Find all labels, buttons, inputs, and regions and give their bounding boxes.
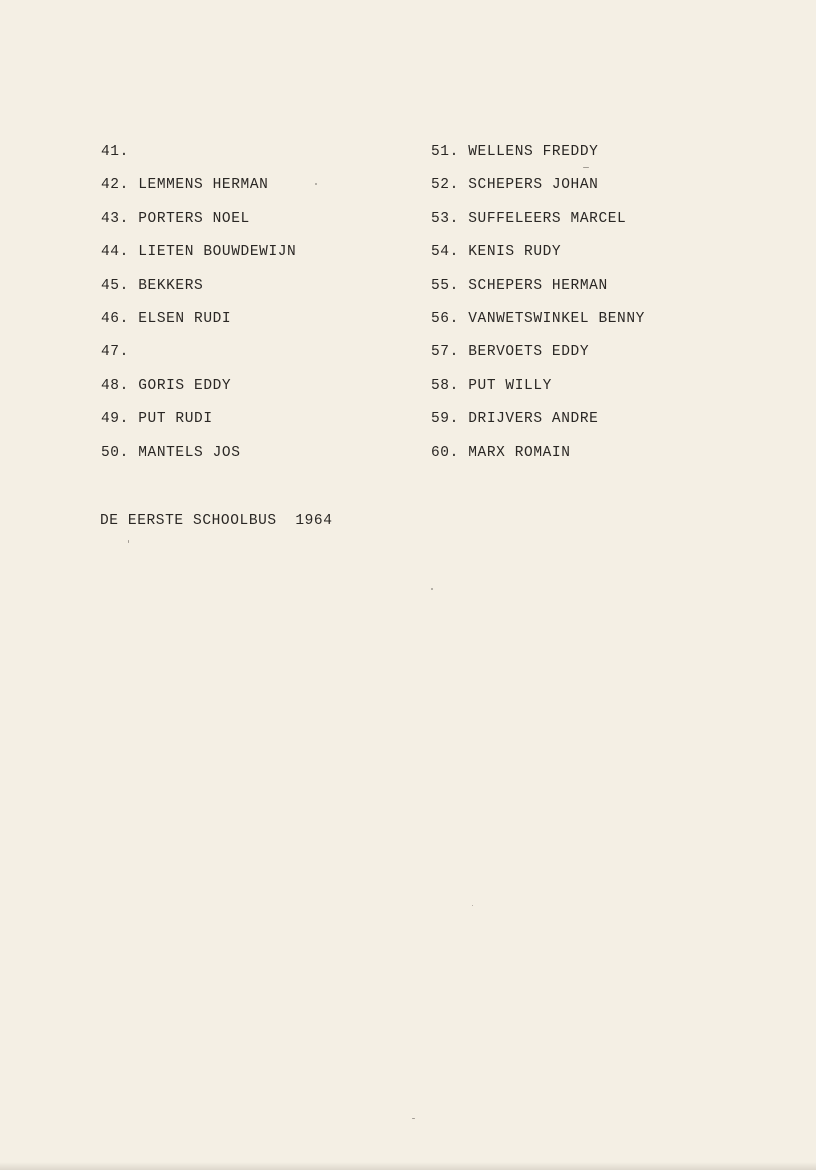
list-item bbox=[431, 240, 645, 273]
list-item bbox=[101, 407, 296, 440]
list-item bbox=[431, 374, 645, 407]
item-name: PORTERS NOEL bbox=[138, 210, 250, 227]
item-name: VANWETSWINKEL BENNY bbox=[468, 310, 645, 327]
item-number: 52. bbox=[431, 177, 459, 194]
item-number: 51. bbox=[431, 144, 459, 160]
paper-speck bbox=[431, 588, 433, 590]
item-name: BERVOETS EDDY bbox=[468, 344, 590, 361]
item-name: PUT RUDI bbox=[138, 411, 213, 428]
item-number: 43. bbox=[101, 210, 129, 227]
item-name: PUT WILLY bbox=[468, 377, 552, 394]
item-number: 47. bbox=[101, 344, 129, 361]
item-number: 54. bbox=[431, 244, 459, 261]
item-name: WELLENS FREDDY bbox=[468, 144, 599, 160]
item-number: 44. bbox=[101, 244, 129, 261]
item-number: 57. bbox=[431, 344, 459, 361]
paper-speck bbox=[128, 540, 129, 543]
list-item bbox=[431, 173, 645, 206]
item-name: SUFFELEERS MARCEL bbox=[468, 210, 627, 227]
item-name: GORIS EDDY bbox=[138, 377, 232, 394]
list-item bbox=[101, 307, 296, 340]
list-item bbox=[431, 441, 645, 474]
item-name: MANTELS JOS bbox=[138, 444, 241, 461]
list-item bbox=[101, 340, 296, 373]
list-item bbox=[101, 441, 296, 474]
paper-speck bbox=[412, 1118, 415, 1119]
list-item bbox=[101, 274, 296, 307]
item-number: 60. bbox=[431, 444, 459, 461]
item-number: 59. bbox=[431, 411, 459, 428]
list-item bbox=[431, 407, 645, 440]
list-item bbox=[101, 173, 296, 206]
item-name: LEMMENS HERMAN bbox=[138, 177, 269, 194]
paper-speck bbox=[583, 167, 589, 168]
item-name: BEKKERS bbox=[138, 277, 204, 294]
item-name: DRIJVERS ANDRE bbox=[468, 411, 599, 428]
item-number: 45. bbox=[101, 277, 129, 294]
item-name: KENIS RUDY bbox=[468, 244, 562, 261]
item-number: 48. bbox=[101, 377, 129, 394]
item-number: 49. bbox=[101, 411, 129, 428]
photo-caption: DE EERSTE SCHOOLBUS 1964 bbox=[100, 513, 333, 529]
item-name: SCHEPERS HERMAN bbox=[468, 277, 608, 294]
paper-speck bbox=[315, 183, 317, 185]
item-number: 58. bbox=[431, 377, 459, 394]
item-number: 46. bbox=[101, 310, 129, 327]
item-name: LIETEN BOUWDEWIJN bbox=[138, 244, 297, 261]
item-name: ELSEN RUDI bbox=[138, 310, 232, 327]
list-item bbox=[101, 207, 296, 240]
list-item bbox=[431, 307, 645, 340]
list-item bbox=[101, 374, 296, 407]
item-number: 41. bbox=[101, 144, 129, 160]
list-item bbox=[101, 240, 296, 273]
item-name: MARX ROMAIN bbox=[468, 444, 571, 461]
item-number: 53. bbox=[431, 210, 459, 227]
name-list-right bbox=[431, 140, 645, 474]
name-list-left bbox=[101, 140, 296, 474]
item-number: 55. bbox=[431, 277, 459, 294]
list-item bbox=[101, 140, 296, 173]
item-number: 56. bbox=[431, 310, 459, 327]
list-item bbox=[431, 207, 645, 240]
list-item bbox=[431, 340, 645, 373]
list-item bbox=[431, 274, 645, 307]
list-item bbox=[431, 140, 645, 173]
item-name: SCHEPERS JOHAN bbox=[468, 177, 599, 194]
item-number: 42. bbox=[101, 177, 129, 194]
paper-speck bbox=[472, 905, 473, 906]
item-number: 50. bbox=[101, 444, 129, 461]
